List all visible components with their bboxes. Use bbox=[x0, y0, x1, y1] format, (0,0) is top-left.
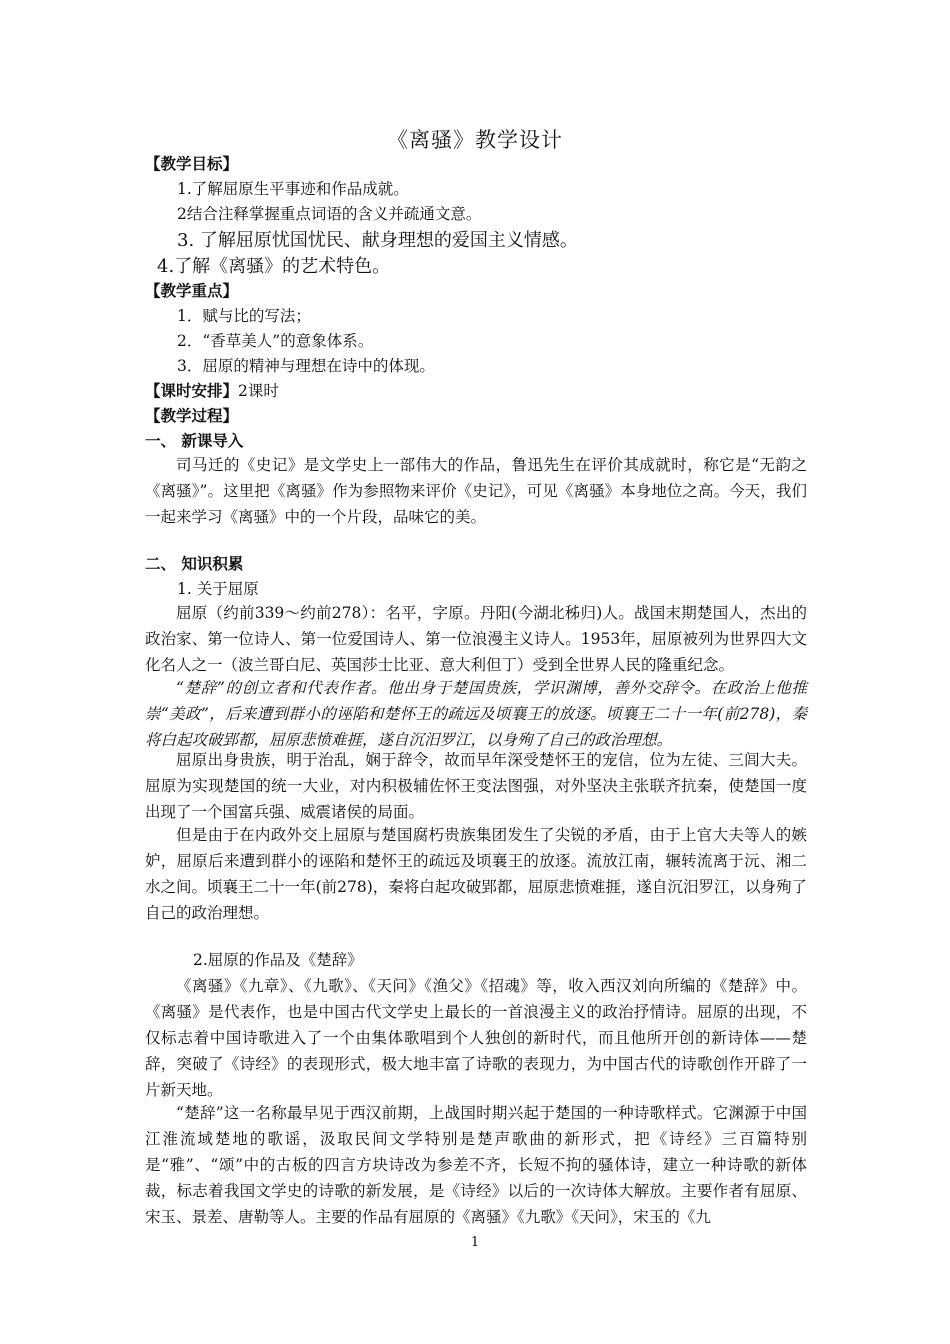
goals-heading: 【教学目标】 bbox=[145, 155, 239, 173]
sub1-heading: 1. 关于屈原 bbox=[177, 580, 259, 598]
section1-paragraph: 司马迁的《史记》是文学史上一部伟大的作品，鲁迅先生在评价其成就时，称它是“无韵之《离骚》”。这里把《离骚》作为参照物来评价《史记》，可见《离骚》本身地位之高。今天，我们一起来学习《离骚》中的一个片段，品味它的美。 bbox=[145, 456, 807, 526]
focus-item: 1．赋与比的写法； bbox=[177, 307, 311, 325]
goal-item: 2结合注释掌握重点词语的含义并疏通文意。 bbox=[177, 205, 482, 223]
page-title: 《离骚》教学设计 bbox=[387, 128, 563, 152]
goal-item: 3. 了解屈原忧国忧民、献身理想的爱国主义情感。 bbox=[177, 230, 578, 251]
sub1-paragraph-3: 屈原出身贵族，明于治乱，娴于辞令，故而早年深受楚怀王的宠信，位为左徒、三闾大夫。屈原为实现楚国的统一大业，对内积极辅佐怀王变法图强，对外坚决主张联齐抗秦，使楚国一度出现了一个国富兵强、威震诸侯的局面。 bbox=[145, 751, 807, 821]
schedule-heading: 【课时安排】 bbox=[145, 382, 239, 400]
sub1-paragraph-1: 屈原（约前339～约前278）：名平，字原。丹阳(今湖北秭归)人。战国末期楚国人，杰出的政治家、第一位诗人、第一位爱国诗人、第一位浪漫主义诗人。1953年，屈原被列为世界四大文化名人之一（波兰哥白尼、英国莎士比亚、意大利但丁）受到全世界人民的隆重纪念。 bbox=[145, 604, 807, 674]
focus-item: 3．屈原的精神与理想在诗中的体现。 bbox=[177, 357, 435, 375]
sub2-heading: 2.屈原的作品及《楚辞》 bbox=[193, 951, 363, 969]
sub2-paragraph-1: 《离骚》《九章》、《九歌》、《天问》《渔父》《招魂》等，收入西汉刘向所编的《楚辞》中。《离骚》是代表作，也是中国古代文学史上最长的一首浪漫主义的政治抒情诗。屈原的出现，不仅标志着中国诗歌进入了一个由集体歌唱到个人独创的新时代，而且他所开创的新诗体——楚辞，突破了《诗经》的表现形式，极大地丰富了诗歌的表现力，为中国古代的诗歌创作开辟了一片新天地。 bbox=[145, 977, 807, 1099]
process-heading: 【教学过程】 bbox=[145, 407, 239, 425]
schedule-value: 2课时 bbox=[238, 382, 279, 400]
focus-item: 2．“香草美人”的意象体系。 bbox=[177, 332, 374, 350]
goal-item: 4.了解《离骚》的艺术特色。 bbox=[157, 256, 391, 277]
goal-item: 1.了解屈原生平事迹和作品成就。 bbox=[177, 180, 409, 198]
section2-heading: 二、 知识积累 bbox=[145, 555, 244, 573]
focus-heading: 【教学重点】 bbox=[145, 282, 239, 300]
sub1-paragraph-4: 但是由于在内政外交上屈原与楚国腐朽贵族集团发生了尖锐的矛盾，由于上官大夫等人的嫉妒，屈原后来遭到群小的诬陷和楚怀王的疏远及顷襄王的放逐。流放江南，辗转流离于沅、湘二水之间。顷襄王二十一年(前278)，秦将白起攻破郢都，屈原悲愤难捱，遂自沉汨罗江，以身殉了自己的政治理想。 bbox=[145, 826, 807, 922]
section1-heading: 一、 新课导入 bbox=[145, 432, 244, 450]
page-number: 1 bbox=[470, 1235, 480, 1250]
sub1-paragraph-2: “楚辞”的创立者和代表作者。他出身于楚国贵族，学识渊博，善外交辞令。在政治上他推崇“美政”，后来遭到群小的诬陷和楚怀王的疏远及顷襄王的放逐。顷襄王二十一年(前278)，秦将白起攻破郢都，屈原悲愤难捱，遂自沉汨罗江，以身殉了自己的政治理想。 bbox=[145, 679, 807, 749]
schedule-line bbox=[145, 379, 279, 401]
sub2-paragraph-2: “楚辞”这一名称最早见于西汉前期，上战国时期兴起于楚国的一种诗歌样式。它渊源于中国江淮流域楚地的歌谣，汲取民间文学特别是楚声歌曲的新形式，把《诗经》三百篇特别是“雅”、“颂”中的古板的四言方块诗改为参差不齐，长短不拘的骚体诗，建立一种诗歌的新体裁，标志着我国文学史的诗歌的新发展，是《诗经》以后的一次诗体大解放。主要作者有屈原、宋玉、景差、唐勒等人。主要的作品有屈原的《离骚》《九歌》《天问》，宋玉的《九 bbox=[145, 1104, 807, 1226]
